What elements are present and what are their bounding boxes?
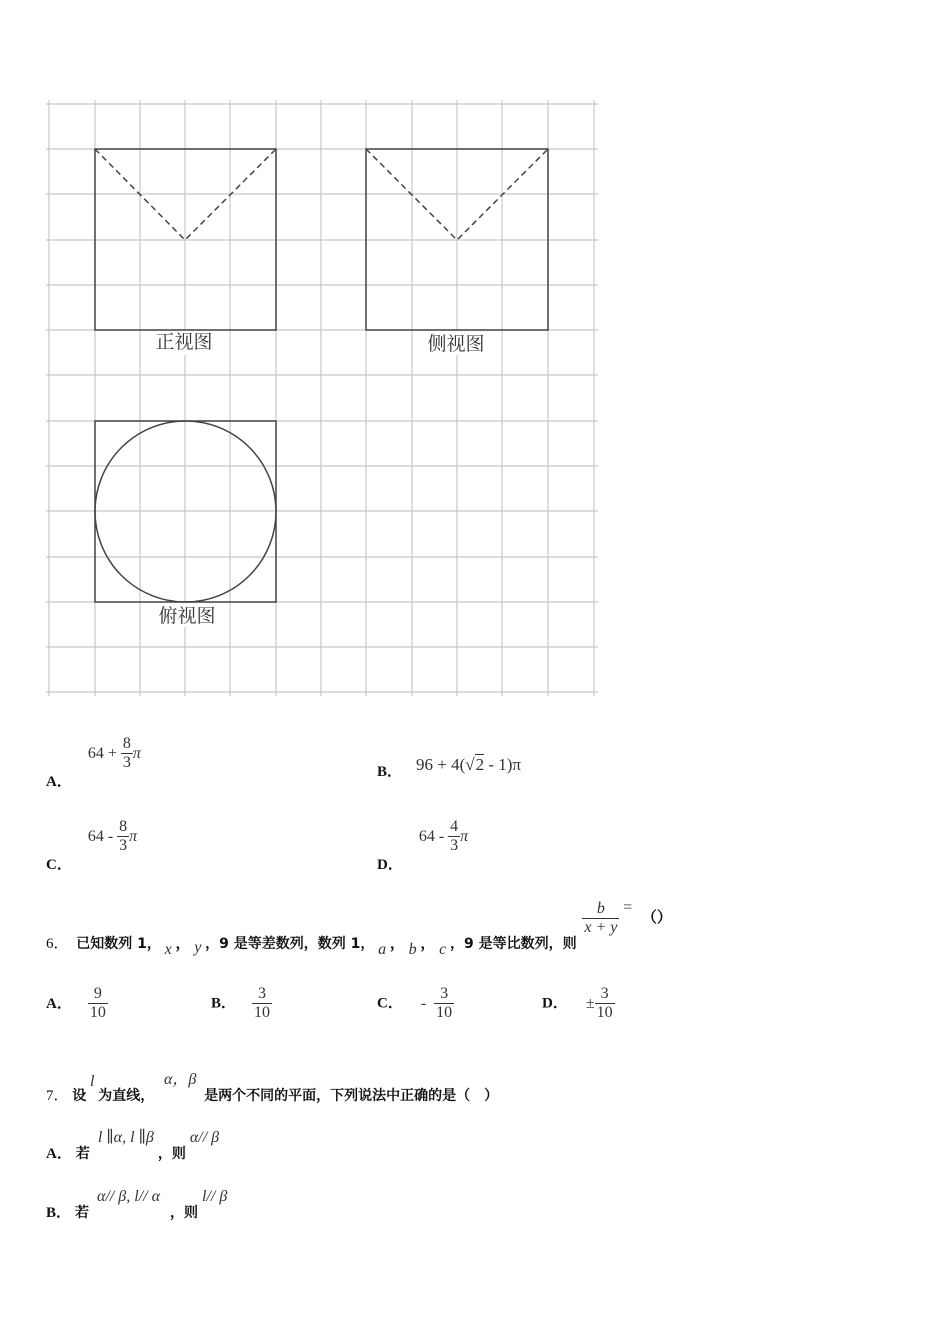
frac-numerator: 8 — [122, 735, 131, 752]
expr-post: - 1)π — [484, 755, 522, 774]
option-label: D． — [542, 995, 568, 1012]
option-label: A． — [46, 773, 72, 790]
option-label: A． — [46, 995, 72, 1012]
frac-numerator: 3 — [600, 985, 609, 1002]
var-x: x — [164, 941, 172, 959]
q6-sep-2: ， — [389, 936, 405, 953]
expr-post: π — [460, 827, 469, 845]
three-view-figure — [0, 0, 620, 710]
q5-option-d[interactable] — [377, 818, 469, 873]
var-l: l — [90, 1073, 95, 1090]
option-label: C． — [46, 856, 72, 873]
equals-sign: = — [623, 899, 633, 917]
then-word: ，则 — [157, 1146, 186, 1162]
var-a: a — [378, 941, 387, 959]
option-label: B． — [211, 995, 237, 1012]
q6-tail: （） — [641, 910, 672, 927]
q6-text-3: ，9 是等比数列，则 — [450, 936, 577, 953]
if-word: 若 — [75, 1205, 90, 1221]
expr-pre: 64 - — [87, 827, 118, 845]
q5-option-a[interactable] — [46, 735, 141, 790]
frac-denominator: 3 — [119, 837, 128, 855]
expr-post: π — [129, 827, 138, 845]
plus-minus-sign: ± — [585, 994, 595, 1012]
frac-numerator: 3 — [258, 985, 267, 1002]
option-label: D． — [377, 856, 403, 873]
condition: l ∥α, l ∥β — [97, 1129, 154, 1146]
question-number: 6． — [46, 936, 69, 953]
frac-denominator: x + y — [584, 919, 618, 937]
planes-alpha-beta: α，β — [163, 1071, 197, 1088]
frac-denominator: 10 — [254, 1004, 271, 1022]
frac-numerator: 4 — [450, 818, 459, 835]
frac-numerator: b — [596, 900, 605, 917]
q6-stem — [46, 899, 672, 959]
top-view-label: 俯视图 — [158, 605, 216, 627]
q6-fraction — [582, 900, 619, 938]
q6-sep-1: ， — [175, 936, 191, 953]
grid — [46, 100, 598, 696]
expr-pre: 64 - — [418, 827, 449, 845]
side-view-label: 侧视图 — [427, 333, 485, 355]
q6-option-b[interactable] — [211, 985, 272, 1023]
front-view-label: 正视图 — [155, 331, 213, 353]
var-b: b — [408, 941, 417, 959]
frac-denominator: 3 — [122, 754, 131, 772]
result: α// β — [189, 1129, 220, 1146]
q5-option-c[interactable] — [46, 818, 138, 873]
q6-sep-3: ， — [420, 936, 436, 953]
frac-denominator: 10 — [596, 1004, 613, 1022]
q7-text-3: 是两个不同的平面，下列说法中正确的是（ ） — [204, 1088, 499, 1104]
frac-denominator: 3 — [450, 837, 459, 855]
condition: α// β, l// α — [97, 1188, 161, 1205]
expr-post: π — [132, 744, 141, 762]
q6-text-2: ，9 是等差数列，数列 1， — [205, 936, 375, 953]
q6-option-c[interactable] — [377, 985, 454, 1023]
if-word: 若 — [75, 1146, 90, 1162]
option-label: B． — [46, 1205, 72, 1221]
frac-numerator: 9 — [93, 985, 102, 1002]
radicand: 2 — [475, 755, 485, 774]
q6-option-a[interactable] — [46, 985, 108, 1023]
then-word: ，则 — [170, 1205, 199, 1221]
option-label: C． — [377, 995, 403, 1012]
expr-pre: 64 + — [87, 744, 121, 762]
q7-stem — [46, 1070, 499, 1104]
q6-option-d[interactable] — [542, 985, 615, 1023]
q7-text-2: 为直线， — [98, 1088, 155, 1104]
expr-pre: 96 + 4( — [416, 755, 466, 774]
q5-option-b[interactable]: B． 96 + 4(√2 - 1)π — [377, 755, 522, 780]
frac-numerator: 8 — [119, 818, 128, 835]
q7-option-b[interactable] — [46, 1185, 228, 1221]
minus-sign: - — [420, 994, 427, 1012]
frac-denominator: 10 — [436, 1004, 453, 1022]
q7-text-1: 设 — [72, 1088, 87, 1104]
option-label: A． — [46, 1146, 72, 1162]
q6-text-1: 已知数列 1， — [76, 936, 161, 953]
frac-numerator: 3 — [440, 985, 449, 1002]
option-label: B． — [377, 764, 403, 780]
var-y: y — [194, 939, 202, 957]
frac-denominator: 10 — [89, 1004, 106, 1022]
question-number: 7． — [46, 1088, 69, 1104]
var-c: c — [439, 941, 447, 959]
q7-option-a[interactable] — [46, 1126, 220, 1162]
result: l// β — [202, 1188, 228, 1205]
